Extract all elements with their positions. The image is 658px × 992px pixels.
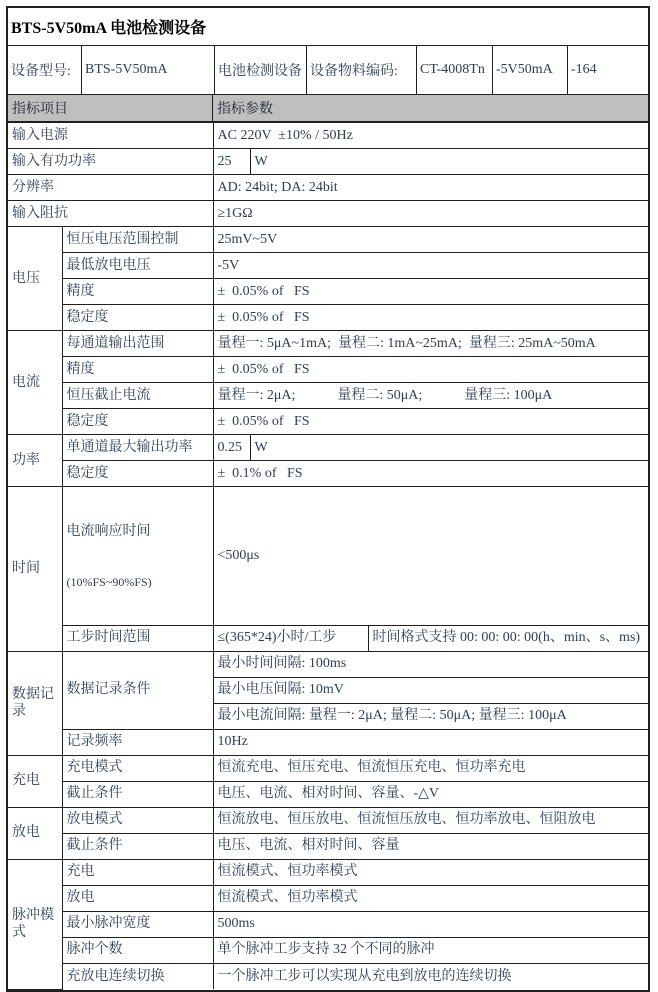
spec-value: 10Hz: [213, 729, 648, 755]
row-resolution: [8, 175, 648, 201]
spec-label-line2: (10%FS~90%FS): [66, 574, 152, 589]
spec-label: 最低放电电压: [62, 253, 213, 279]
device-info-row: [8, 46, 648, 95]
group-current-row: [8, 383, 648, 409]
spec-label: 单通道最大输出功率: [62, 435, 213, 461]
spec-label: 稳定度: [62, 409, 213, 435]
spec-label: 截止条件: [62, 781, 213, 807]
spec-label: 输入有功功率: [8, 149, 213, 175]
row-impedance: [8, 201, 648, 227]
spec-label-line1: 电流响应时间: [66, 524, 151, 539]
spec-value-unit: W: [250, 435, 648, 461]
spec-value: 单个脉冲工步支持 32 个不同的脉冲: [213, 937, 648, 963]
group-record-row: [8, 651, 648, 677]
spec-label: 充放电连续切换: [62, 963, 213, 989]
spec-label: 充电模式: [62, 755, 213, 781]
spec-label: 分辨率: [8, 175, 213, 201]
group-current-row: [8, 409, 648, 435]
group-pulse-row: [8, 885, 648, 911]
group-pulse-row: [8, 859, 648, 885]
device-code-part2: -5V50mA: [493, 46, 568, 94]
group-record-row: [8, 729, 648, 755]
spec-label: 输入阻抗: [8, 201, 213, 227]
group-voltage-row: [8, 253, 648, 279]
spec-value: 一个脉冲工步可以实现从充电到放电的连续切换: [213, 963, 648, 989]
spec-label: 稳定度: [62, 461, 213, 487]
spec-value: 量程一: 5μA~1mA; 量程二: 1mA~25mA; 量程三: 25mA~50mA: [213, 331, 648, 357]
group-current-row: [8, 331, 648, 357]
spec-value: ≤(365*24)小时/工步: [213, 625, 368, 651]
spec-label: 截止条件: [62, 833, 213, 859]
spec-label: 放电模式: [62, 807, 213, 833]
spec-label: 稳定度: [62, 305, 213, 331]
group-name-charge: 充电: [8, 755, 62, 807]
header-param: 指标参数: [217, 102, 273, 117]
device-model-value: BTS-5V50mA: [82, 46, 215, 94]
group-charge-row: [8, 781, 648, 807]
spec-value: 恒流模式、恒功率模式: [213, 885, 648, 911]
device-code-label: 设备物料编码:: [307, 46, 417, 94]
spec-value: 25mV~5V: [213, 227, 648, 253]
group-time-row: [8, 625, 648, 651]
spec-label: 恒压电压范围控制: [62, 227, 213, 253]
spec-value: ± 0.1% of FS: [213, 461, 648, 487]
group-power-row: [8, 461, 648, 487]
spec-value: ± 0.05% of FS: [213, 305, 648, 331]
device-model-label: 设备型号:: [8, 46, 82, 94]
spec-value-number: 25: [213, 149, 250, 175]
group-voltage-row: [8, 279, 648, 305]
group-name-power: 功率: [8, 435, 62, 487]
spec-label: 精度: [62, 279, 213, 305]
spec-value: ≥1GΩ: [213, 201, 648, 227]
group-pulse-row: [8, 911, 648, 937]
spec-value-note: 时间格式支持 00: 00: 00: 00(h、min、s、ms): [368, 625, 648, 651]
spec-body-table: [8, 122, 648, 990]
group-pulse-row: [8, 937, 648, 963]
spec-table: [6, 6, 650, 992]
device-type: 电池检测设备: [215, 46, 307, 94]
spec-value: AC 220V ±10% / 50Hz: [213, 123, 648, 149]
spec-value: 500ms: [213, 911, 648, 937]
spec-value: 电压、电流、相对时间、容量、-△V: [213, 781, 648, 807]
spec-label: 输入电源: [8, 123, 213, 149]
group-time-row: [8, 487, 648, 626]
spec-value: 电压、电流、相对时间、容量: [213, 833, 648, 859]
spec-value-unit: W: [250, 149, 648, 175]
group-discharge-row: [8, 807, 648, 833]
spec-label: 每通道输出范围: [62, 331, 213, 357]
group-name-current: 电流: [8, 331, 62, 435]
group-name-time: 时间: [8, 487, 62, 652]
spec-label: 恒压截止电流: [62, 383, 213, 409]
spec-value: 最小电流间隔: 量程一: 2μA; 量程二: 50μA; 量程三: 100μA: [213, 703, 648, 729]
spec-label: 脉冲个数: [62, 937, 213, 963]
group-voltage-row: [8, 305, 648, 331]
spec-value-number: 0.25: [213, 435, 250, 461]
group-name-voltage: 电压: [8, 227, 62, 331]
device-code-part1: CT-4008Tn: [417, 46, 493, 94]
group-power-row: [8, 435, 648, 461]
spec-value: ± 0.05% of FS: [213, 409, 648, 435]
spec-value: 最小电压间隔: 10mV: [213, 677, 648, 703]
group-discharge-row: [8, 833, 648, 859]
spec-label: 工步时间范围: [62, 625, 213, 651]
spec-value: 最小时间间隔: 100ms: [213, 651, 648, 677]
spec-value: ± 0.05% of FS: [213, 357, 648, 383]
group-charge-row: [8, 755, 648, 781]
row-input-power: [8, 123, 648, 149]
header-item: 指标项目: [8, 95, 213, 121]
spec-value: 恒流模式、恒功率模式: [213, 859, 648, 885]
spec-value: <500μs: [213, 487, 648, 626]
group-name-record: 数据记录: [8, 651, 62, 755]
page-title: BTS-5V50mA 电池检测设备: [8, 8, 648, 46]
spec-value: 量程一: 2μA; 量程二: 50μA; 量程三: 100μA: [213, 383, 648, 409]
group-voltage-row: [8, 227, 648, 253]
spec-label: 充电: [62, 859, 213, 885]
spec-label: 精度: [62, 357, 213, 383]
device-code-part3: -164: [571, 62, 597, 77]
spec-label: 最小脉冲宽度: [62, 911, 213, 937]
spec-value: 恒流放电、恒压放电、恒流恒压放电、恒功率放电、恒阻放电: [213, 807, 648, 833]
group-pulse-row: [8, 963, 648, 989]
spec-value: -5V: [213, 253, 648, 279]
group-name-discharge: 放电: [8, 807, 62, 859]
spec-value: ± 0.05% of FS: [213, 279, 648, 305]
row-active-power: [8, 149, 648, 175]
spec-label: [62, 487, 213, 626]
spec-label: 放电: [62, 885, 213, 911]
spec-label: 记录频率: [62, 729, 213, 755]
spec-value: AD: 24bit; DA: 24bit: [213, 175, 648, 201]
spec-header-row: [8, 95, 648, 122]
spec-value: 恒流充电、恒压充电、恒流恒压充电、恒功率充电: [213, 755, 648, 781]
group-name-pulse: 脉冲模式: [8, 859, 62, 989]
spec-label: 数据记录条件: [62, 651, 213, 729]
group-current-row: [8, 357, 648, 383]
